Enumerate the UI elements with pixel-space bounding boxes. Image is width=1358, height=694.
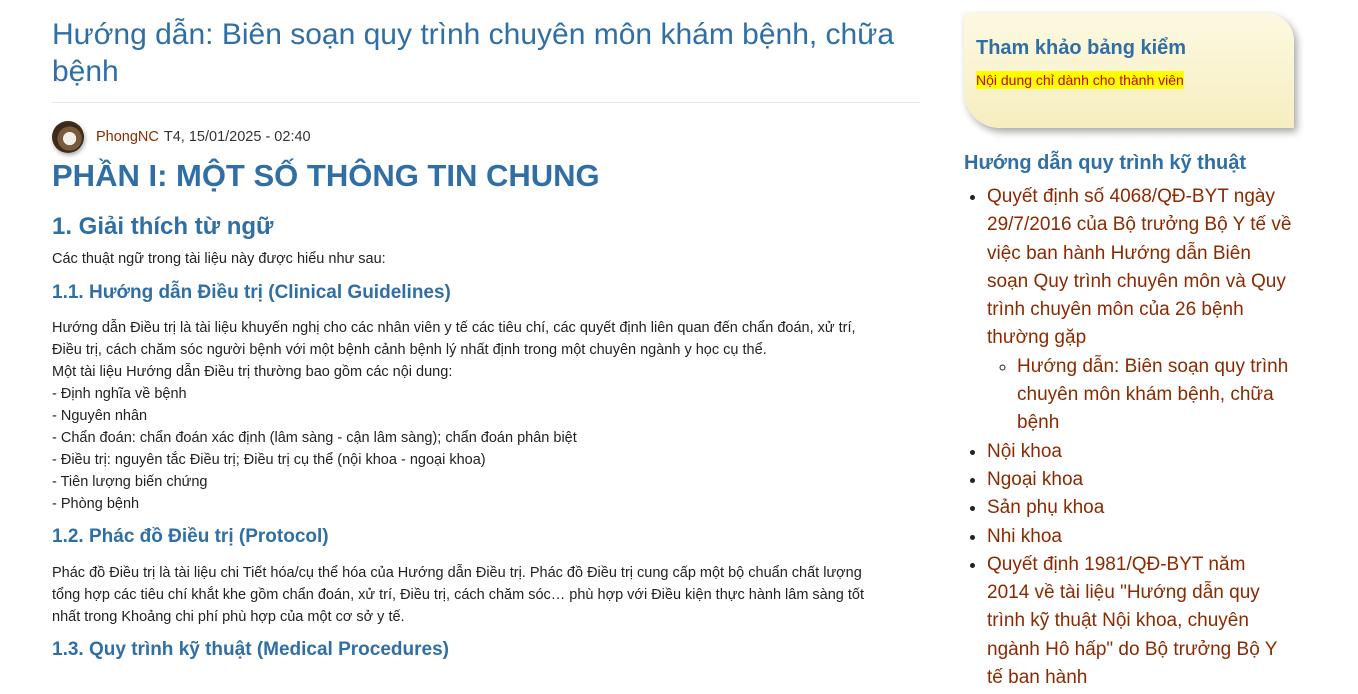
subsection-heading-1-3: 1.3. Quy trình kỹ thuật (Medical Procedures)	[52, 639, 449, 660]
subsection-heading-1-1: 1.1. Hướng dẫn Điều trị (Clinical Guidelines)	[52, 282, 451, 303]
guide-link-nhi-khoa[interactable]: Nhi khoa	[987, 525, 1062, 547]
page-title: Hướng dẫn: Biên soạn quy trình chuyên môn khám bệnh, chữa bệnh	[52, 18, 895, 88]
guide-item-san-phu-khoa	[987, 494, 1292, 522]
body-line: - Nguyên nhân	[52, 408, 148, 424]
body-line: - Phòng bệnh	[52, 496, 140, 512]
subsection-heading-1-2: 1.2. Phác đồ Điều trị (Protocol)	[52, 526, 329, 547]
guide-link-current[interactable]: Hướng dẫn: Biên soạn quy trình chuyên môn khám bệnh, chữa bệnh	[1017, 355, 1289, 434]
body-line: Điều trị, cách chăm sóc người bệnh với một bệnh cảnh bệnh lý nhất định trong một chuyên ngành y học cụ thể.	[52, 342, 767, 358]
guides-title: Hướng dẫn quy trình kỹ thuật	[964, 152, 1247, 174]
guide-sublist	[987, 353, 1292, 438]
guide-item-qd1981	[987, 551, 1292, 692]
guide-item-noi-khoa	[987, 438, 1292, 466]
section-heading: 1. Giải thích từ ngữ	[52, 213, 274, 240]
body-line: tổng hợp các tiêu chí khắt khe gồm chẩn đoán, xử trí, Điều trị, cách chăm sóc… phù hợp với Điều kiện thực hành lâm sàng tốt	[52, 587, 865, 603]
body-line: - Tiên lượng biến chứng	[52, 474, 208, 490]
body-line: - Chẩn đoán: chẩn đoán xác định (lâm sàng - cận lâm sàng); chẩn đoán phân biệt	[52, 430, 577, 446]
body-line: Hướng dẫn Điều trị là tài liệu khuyến nghị cho các nhân viên y tế các tiêu chí, các quyết định liên quan đến chẩn đoán, xử trí,	[52, 320, 856, 336]
guide-subitem-current	[1017, 353, 1292, 438]
guide-item-qd4068	[987, 183, 1292, 438]
author-link[interactable]: PhongNC	[96, 129, 159, 145]
body-line: nhất trong Khoảng chi phí phù hợp của một cơ sở y tế.	[52, 609, 405, 625]
members-only-notice: Nội dung chỉ dành cho thành viên	[976, 72, 1184, 88]
intro-text: Các thuật ngữ trong tài liệu này được hiểu như sau:	[52, 251, 386, 267]
main-content	[52, 0, 920, 662]
byline	[52, 120, 920, 154]
guide-link-qd1981[interactable]: Quyết định 1981/QĐ-BYT năm 2014 về tài liệu "Hướng dẫn quy trình kỹ thuật Nội khoa, chuyên ngành Hô hấp" do Bộ trưởng Bộ Y tế ban hành	[987, 553, 1278, 689]
part-heading: PHẦN I: MỘT SỐ THÔNG TIN CHUNG	[52, 158, 600, 193]
guides-list	[964, 183, 1304, 692]
subsection-1-1-body	[52, 317, 920, 515]
body-line: Một tài liệu Hướng dẫn Điều trị thường bao gồm các nội dung:	[52, 364, 453, 380]
subsection-1-2-body	[52, 562, 920, 628]
body-line: - Điều trị: nguyên tắc Điều trị; Điều trị cụ thể (nội khoa - ngoại khoa)	[52, 452, 486, 468]
guide-link-noi-khoa[interactable]: Nội khoa	[987, 440, 1062, 462]
post-date: T4, 15/01/2025 - 02:40	[163, 129, 311, 145]
guide-link-san-phu-khoa[interactable]: Sản phụ khoa	[987, 497, 1105, 519]
avatar[interactable]	[52, 121, 84, 153]
body-line: - Định nghĩa về bệnh	[52, 386, 187, 402]
checklist-title: Tham khảo bảng kiểm	[976, 37, 1187, 59]
checklist-card	[964, 13, 1294, 128]
body-line: Phác đồ Điều trị là tài liệu chi Tiết hóa/cụ thể hóa của Hướng dẫn Điều trị. Phác đồ Điều trị cung cấp một bộ chuẩn chất lượng	[52, 565, 862, 581]
guide-link-qd4068[interactable]: Quyết định số 4068/QĐ-BYT ngày 29/7/2016 của Bộ trưởng Bộ Y tế về việc ban hành Hướng dẫn Biên soạn Quy trình chuyên môn và Quy trình chuyên môn của 26 bệnh thường gặp	[987, 186, 1292, 349]
guide-link-ngoai-khoa[interactable]: Ngoại khoa	[987, 468, 1084, 490]
title-divider	[52, 102, 920, 103]
guide-item-nhi-khoa	[987, 523, 1292, 551]
sidebar	[964, 0, 1304, 692]
guide-item-ngoai-khoa	[987, 466, 1292, 494]
